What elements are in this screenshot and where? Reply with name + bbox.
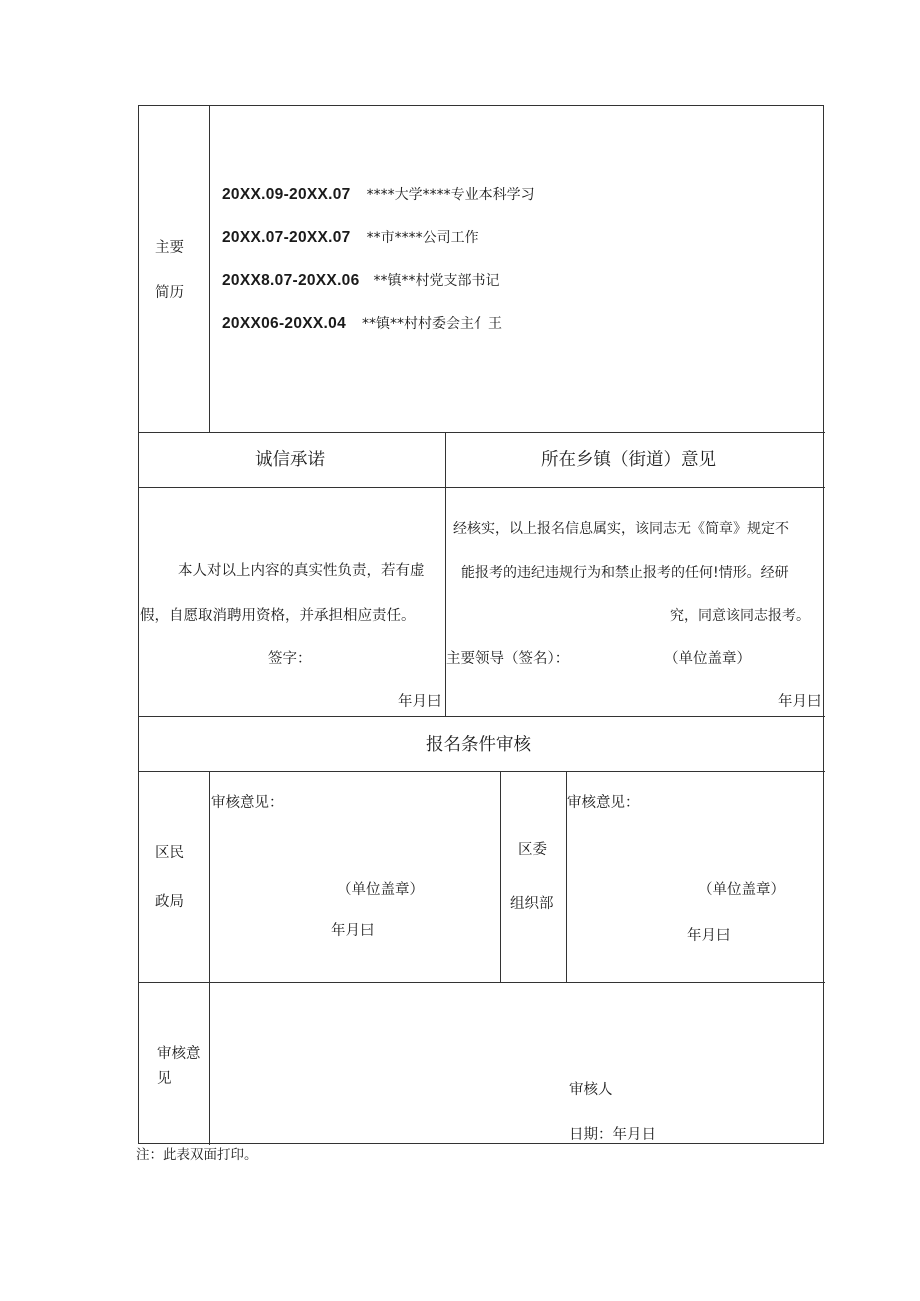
resume-entry [222,227,479,247]
civil-affairs-opinion-label: 审核意见： [211,795,284,811]
row-divider [139,982,825,983]
township-leader-label: 主要领导（签名）： [446,651,570,667]
township-text-line2: 能报考的违纪违规行为和禁止报考的任何!情形。经研 [461,565,789,581]
township-date: 年月曰 [778,694,822,710]
review-title: 报名条件审核 [426,735,531,755]
civil-affairs-label-line1: 区民 [155,845,184,861]
township-text-line3: 究，同意该同志报考。 [670,608,810,624]
org-dept-date: 年月曰 [687,928,731,944]
column-divider [209,771,210,1145]
resume-label-line1: 主要 [155,240,184,256]
township-title: 所在乡镇（街道）意见 [541,450,716,470]
final-review-label-line1: 审核意 [157,1046,201,1062]
resume-entry [222,270,500,290]
integrity-sign-label: 签字： [268,651,312,667]
resume-entry-desc: **镇**村党支部书记 [373,273,500,289]
civil-affairs-date: 年月曰 [331,923,375,939]
integrity-text-line2: 假，自愿取消聘用资格，并承担相应责任。 [140,608,416,624]
footnote: 注：此表双面打印。 [136,1147,258,1163]
resume-entry [222,184,535,204]
resume-entry-period: 20XX.07-20XX.07 [222,229,351,246]
row-divider [139,487,825,488]
township-seal: （单位盖章） [664,651,751,667]
resume-entry [222,313,502,333]
integrity-text-line1: 本人对以上内容的真实性负责，若有虚 [178,563,425,579]
org-dept-label-line1: 区委 [518,842,547,858]
column-divider [500,771,501,982]
resume-entry-period: 20XX06-20XX.04 [222,315,346,332]
township-text-line1: 经核实，以上报名信息属实，该同志无《简章》规定不 [453,521,789,537]
final-reviewer-label: 审核人 [569,1082,613,1098]
row-divider [139,716,825,717]
org-dept-label-line2: 组织部 [510,896,554,912]
org-dept-opinion-label: 审核意见： [567,795,640,811]
integrity-date: 年月曰 [398,694,442,710]
resume-entry-desc: **市****公司工作 [366,230,479,246]
civil-affairs-label-line2: 政局 [155,894,184,910]
resume-label-line2: 简历 [155,285,184,301]
column-divider [445,432,446,716]
integrity-title: 诚信承诺 [255,450,325,470]
resume-entry-desc: **镇**村村委会主亻王 [361,316,502,332]
resume-entry-period: 20XX8.07-20XX.06 [222,272,360,289]
final-review-label-line2: 见 [157,1071,172,1087]
resume-entry-period: 20XX.09-20XX.07 [222,186,351,203]
civil-affairs-seal: （单位盖章） [337,882,424,898]
org-dept-seal: （单位盖章） [698,882,785,898]
row-divider [139,432,825,433]
final-date-label: 日期：年月日 [569,1127,656,1143]
resume-entry-desc: ****大学****专业本科学习 [366,187,535,203]
row-divider [139,771,825,772]
column-divider [209,106,210,432]
